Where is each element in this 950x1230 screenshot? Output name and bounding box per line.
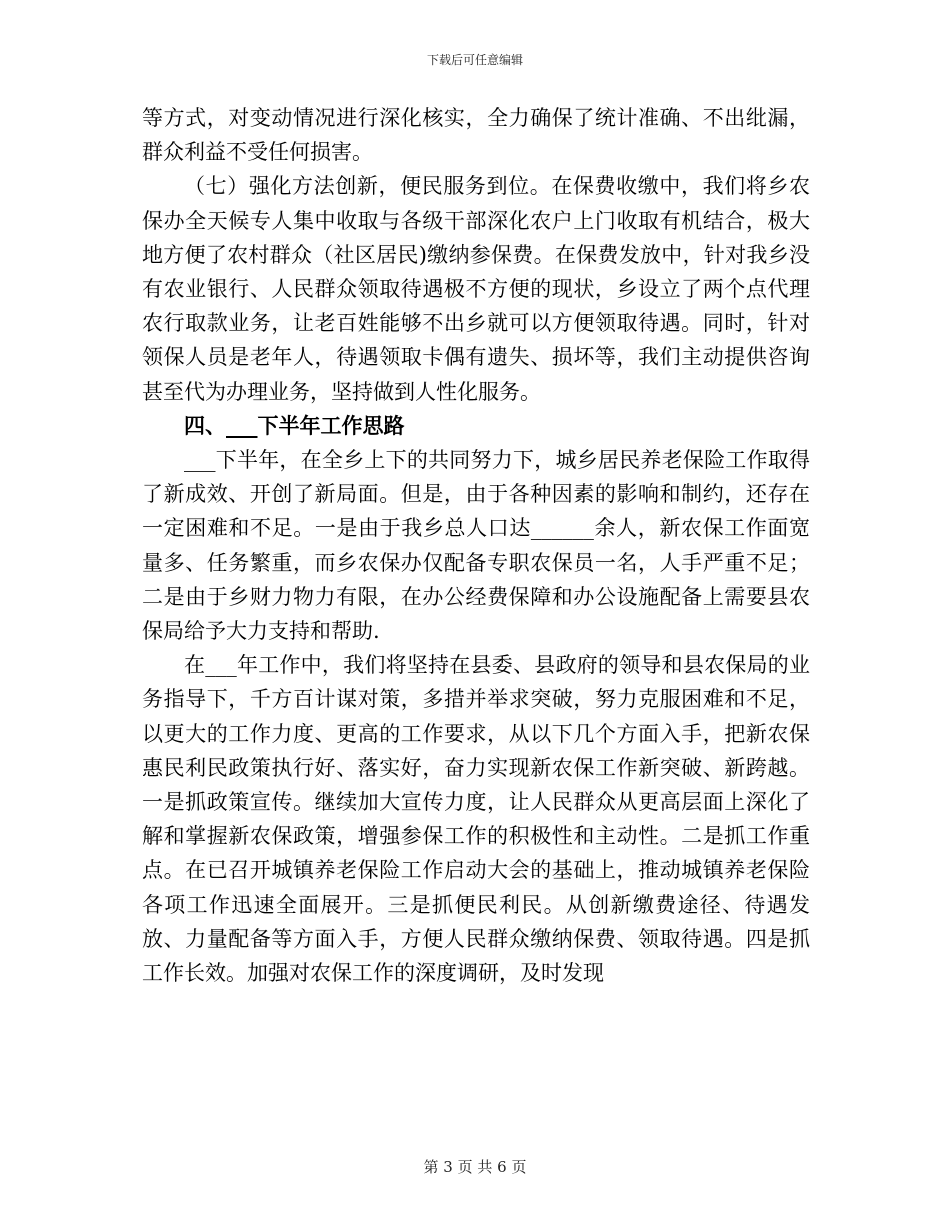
section-heading-four: 四、___下半年工作思路 (184, 412, 405, 438)
paragraph-section-seven: （七）强化方法创新，便民服务到位。在保费收缴中，我们将乡农保办全天候专人集中收取与各级干部深化农户上门收取有机结合，极大地方便了农村群众（社区居民)缴纳参保费。在保费发放中，针对我乡没有农业银行、人民群众领取待遇极不方便的现状，乡设立了两个点代理农行取款业务，让老百姓能够不出乡就可以方便领取待遇。同时，针对领保人员是老年人，待遇领取卡偶有遗失、损坏等，我们主动提供咨询甚至代为办理业务，坚持做到人性化服务。 (142, 174, 810, 404)
page-header: 下载后可任意编辑 (426, 53, 523, 67)
page-number: 第 3 页 共 6 页 (423, 1158, 527, 1176)
paragraph-second-half-summary: ___下半年，在全乡上下的共同努力下，城乡居民养老保险工作取得了新成效、开创了新局面。但是，由于各种因素的影响和制约，还存在一定困难和不足。一是由于我乡总人口达______余人，新农保工作面宽量多、任务繁重，而乡农保办仅配备专职农保员一名，人手严重不足；二是由于乡财力物力有限，在办公经费保障和办公设施配备上需要县农保局给予大力支持和帮助. (142, 448, 810, 644)
paragraph-continued: 等方式，对变动情况进行深化核实，全力确保了统计准确、不出纰漏，群众利益不受任何损害。 (142, 106, 810, 165)
document-body (142, 101, 810, 990)
paragraph-work-plan: 在___年工作中，我们将坚持在县委、县政府的领导和县农保局的业务指导下，千方百计谋对策，多措并举求突破，努力克服困难和不足，以更大的工作力度、更高的工作要求，从以下几个方面入手，把新农保惠民利民政策执行好、落实好，奋力实现新农保工作新突破、新跨越。一是抓政策宣传。继续加大宣传力度，让人民群众从更高层面上深化了解和掌握新农保政策，增强参保工作的积极性和主动性。二是抓工作重点。在已召开城镇养老保险工作启动大会的基础上，推动城镇养老保险各项工作迅速全面展开。三是抓便民利民。从创新缴费途径、待遇发放、力量配备等方面入手，方便人民群众缴纳保费、领取待遇。四是抓工作长效。加强对农保工作的深度调研，及时发现 (142, 653, 810, 986)
